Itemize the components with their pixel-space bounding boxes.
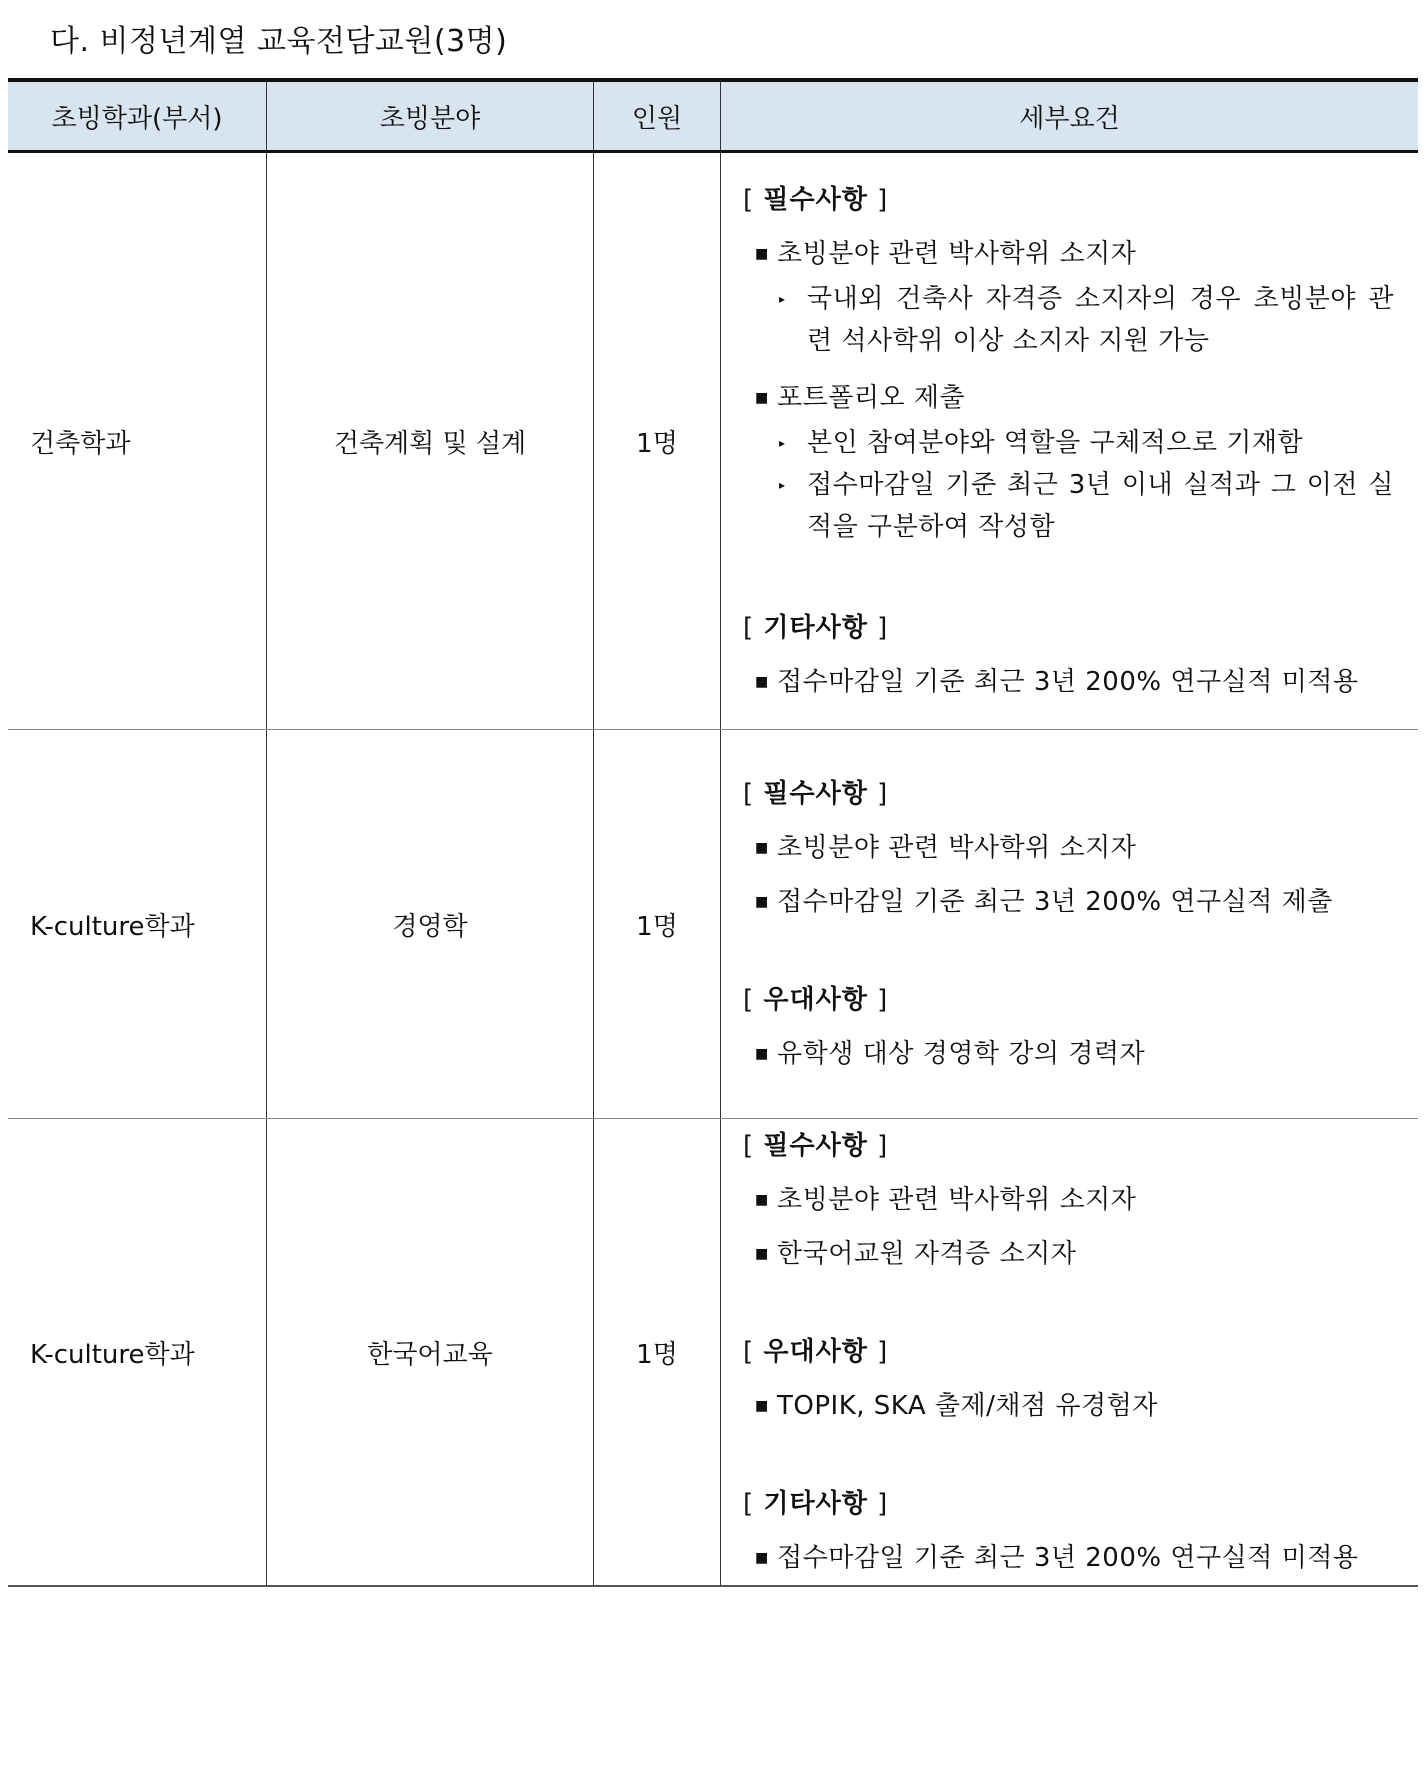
requirements-cell (721, 730, 1418, 1118)
requirement-section (743, 1128, 1394, 1272)
square-bullet-icon: ■ (755, 246, 769, 262)
sub-list (775, 422, 1394, 548)
item-text: 초빙분야 관련 박사학위 소지자 (777, 1185, 1137, 1215)
section-title: [ 기타사항 ] (743, 613, 889, 643)
item-text: 접수마감일 기준 최근 3년 200% 연구실적 미적용 (777, 667, 1359, 697)
square-bullet-icon: ■ (755, 1246, 769, 1262)
list-item (755, 1236, 1394, 1272)
triangle-bullet-icon: ▸ (779, 436, 786, 450)
section-title: [ 필수사항 ] (743, 1131, 889, 1161)
square-bullet-icon: ■ (755, 1398, 769, 1414)
table-header (8, 82, 1418, 153)
requirement-section (743, 1486, 1394, 1576)
requirement-section (743, 610, 1394, 700)
dept-cell: K-culture학과 (8, 1119, 267, 1585)
requirements-cell (721, 1119, 1418, 1585)
square-bullet-icon: ■ (755, 1046, 769, 1062)
list-item (755, 1540, 1394, 1576)
square-bullet-icon: ■ (755, 674, 769, 690)
count-cell: 1명 (594, 730, 721, 1118)
table-row (8, 153, 1418, 729)
item-text: 접수마감일 기준 최근 3년 200% 연구실적 제출 (777, 887, 1333, 917)
requirements-list (743, 776, 1394, 1072)
item-text: 포트폴리오 제출 (777, 383, 966, 413)
header-requirements: 세부요건 (1019, 103, 1120, 134)
sub-item (775, 464, 1394, 548)
list-item (755, 830, 1394, 866)
section-label: 우대사항 (763, 985, 868, 1015)
section-title: [ 기타사항 ] (743, 1489, 889, 1519)
section-label: 우대사항 (763, 1337, 868, 1367)
list-item (755, 380, 1394, 548)
dept-cell: K-culture학과 (8, 730, 267, 1118)
header-field: 초빙분야 (267, 82, 594, 150)
header-count: 인원 (594, 82, 721, 150)
item-text: 한국어교원 자격증 소지자 (777, 1239, 1077, 1269)
square-bullet-icon: ■ (755, 840, 769, 856)
recruitment-table (8, 78, 1418, 1587)
requirement-section (743, 776, 1394, 920)
square-bullet-icon: ■ (755, 894, 769, 910)
item-text: TOPIK, SKA 출제/채점 유경험자 (777, 1391, 1158, 1421)
item-text: 유학생 대상 경영학 강의 경력자 (777, 1039, 1146, 1069)
requirements-list (743, 1128, 1394, 1576)
sub-list (775, 278, 1394, 362)
triangle-bullet-icon: ▸ (779, 292, 786, 306)
item-text: 접수마감일 기준 최근 3년 200% 연구실적 미적용 (777, 1543, 1359, 1573)
table-row (8, 1118, 1418, 1585)
section-label: 기타사항 (763, 1489, 868, 1519)
item-text: 초빙분야 관련 박사학위 소지자 (777, 239, 1137, 269)
requirement-section (743, 982, 1394, 1072)
list-item (755, 1182, 1394, 1218)
list-item (755, 1388, 1394, 1424)
table-row (8, 729, 1418, 1118)
item-text: 초빙분야 관련 박사학위 소지자 (777, 833, 1137, 863)
section-label: 필수사항 (763, 779, 868, 809)
requirements-cell (721, 153, 1418, 729)
square-bullet-icon: ■ (755, 1192, 769, 1208)
sub-item-text: 본인 참여분야와 역할을 구체적으로 기재함 (807, 428, 1304, 458)
header-dept: 초빙학과(부서) (8, 82, 267, 150)
count-cell: 1명 (594, 153, 721, 729)
list-item (755, 664, 1394, 700)
requirements-list (743, 182, 1394, 700)
count-cell: 1명 (594, 1119, 721, 1585)
section-title: [ 필수사항 ] (743, 185, 889, 215)
section-label: 필수사항 (763, 185, 868, 215)
field-cell: 경영학 (267, 730, 594, 1118)
sub-item-text: 접수마감일 기준 최근 3년 이내 실적과 그 이전 실적을 구분하여 작성함 (807, 470, 1394, 542)
square-bullet-icon: ■ (755, 390, 769, 406)
field-cell: 한국어교육 (267, 1119, 594, 1585)
sub-item-text: 국내외 건축사 자격증 소지자의 경우 초빙분야 관련 석사학위 이상 소지자 지원 가능 (807, 284, 1394, 356)
requirement-section (743, 1334, 1394, 1424)
sub-item (775, 278, 1394, 362)
triangle-bullet-icon: ▸ (779, 478, 786, 492)
requirement-section (743, 182, 1394, 548)
sub-item (775, 422, 1394, 464)
section-title: [ 우대사항 ] (743, 985, 889, 1015)
list-item (755, 1036, 1394, 1072)
section-title: [ 필수사항 ] (743, 779, 889, 809)
section-label: 기타사항 (763, 613, 868, 643)
list-item (755, 236, 1394, 362)
section-title: [ 우대사항 ] (743, 1337, 889, 1367)
dept-cell: 건축학과 (8, 153, 267, 729)
page-title: 다. 비정년계열 교육전담교원(3명) (50, 24, 508, 59)
section-label: 필수사항 (763, 1131, 868, 1161)
square-bullet-icon: ■ (755, 1550, 769, 1566)
list-item (755, 884, 1394, 920)
field-cell: 건축계획 및 설계 (267, 153, 594, 729)
